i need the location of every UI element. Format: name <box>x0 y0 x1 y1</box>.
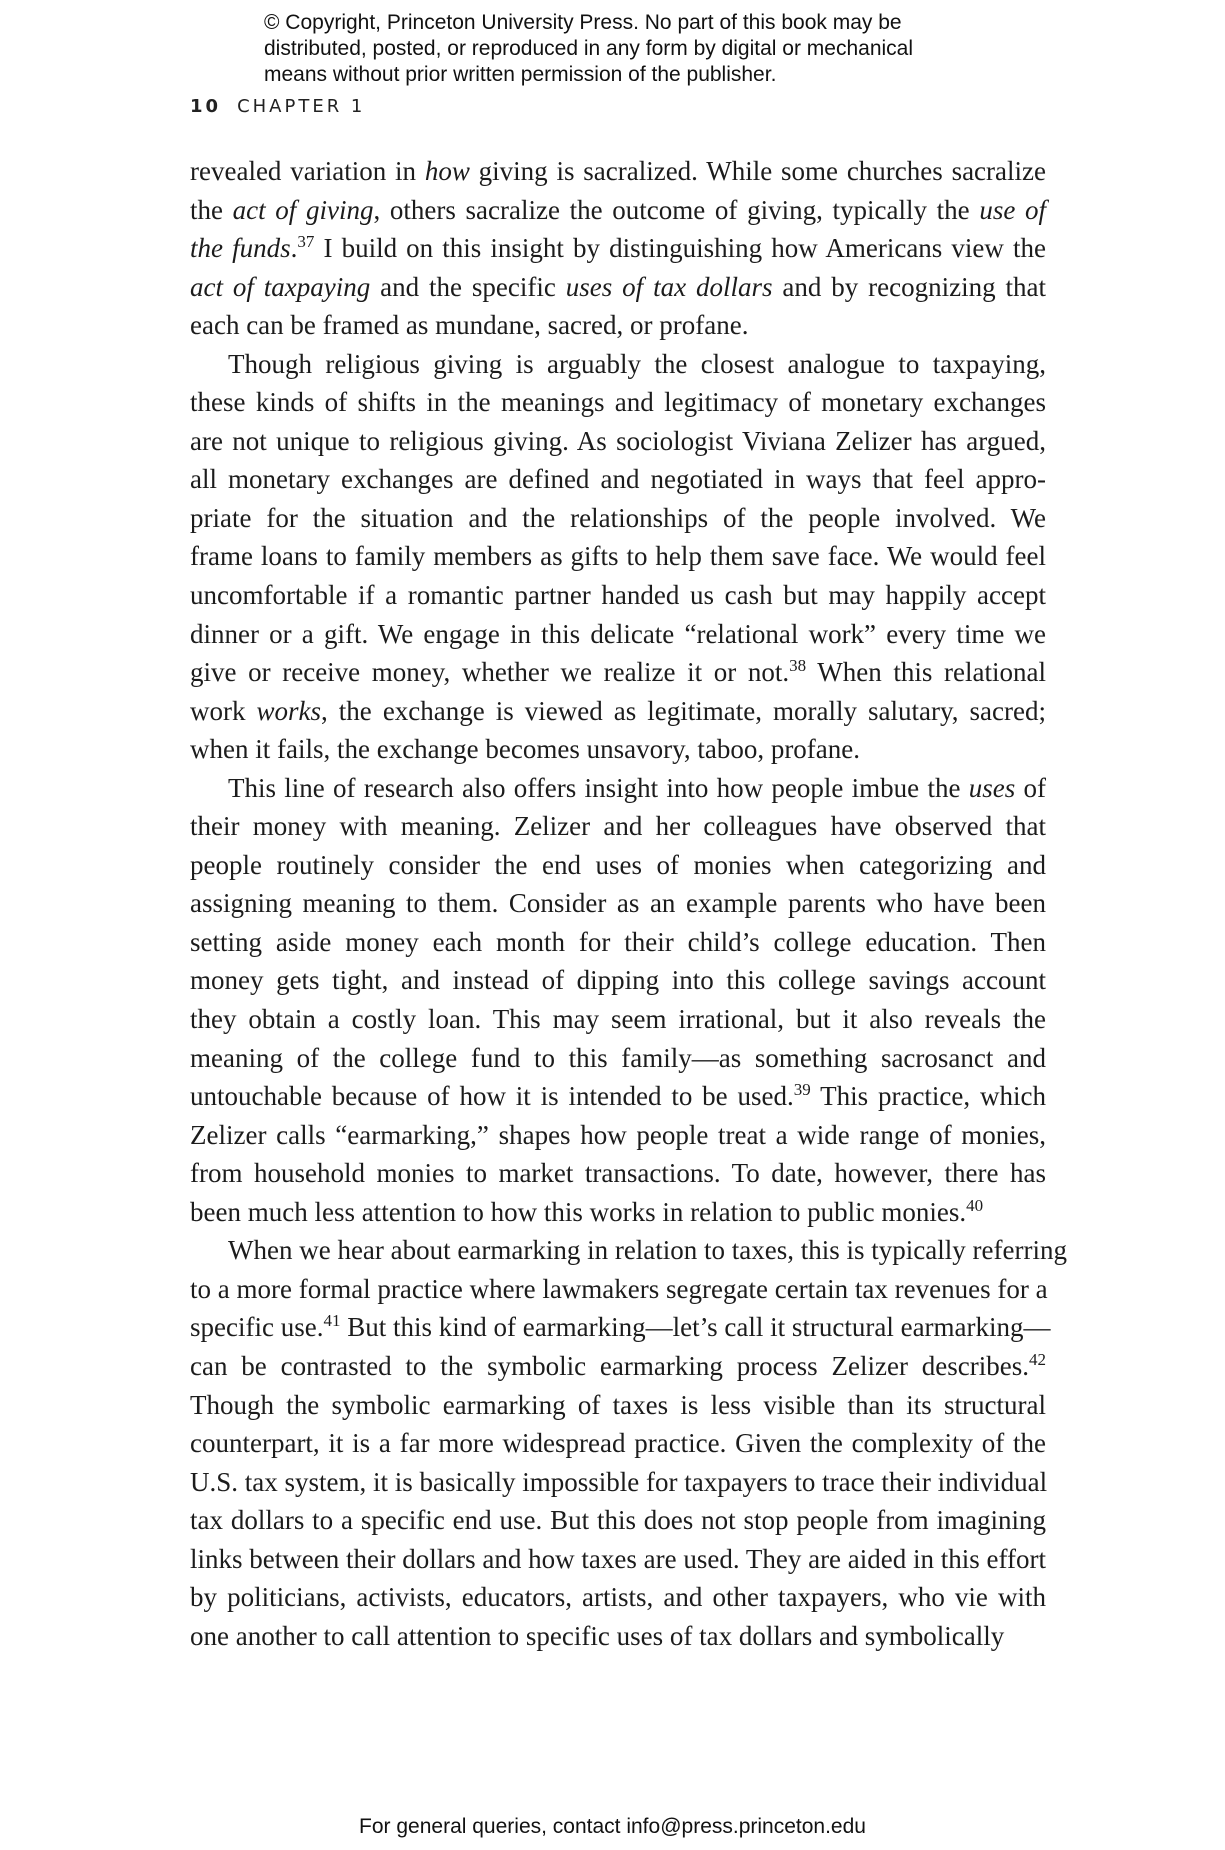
footnote-ref: 41 <box>323 1311 341 1331</box>
text-line <box>190 884 1046 923</box>
running-head <box>190 96 365 117</box>
text-run: I build on this insight by distinguishing how Americans view the <box>314 233 1047 264</box>
text-line <box>190 846 1046 885</box>
text-line <box>190 1347 1046 1386</box>
text-run: priate for the situation and the relationships of the people involved. We <box>190 502 1046 533</box>
text-line <box>190 191 1046 230</box>
text-line <box>190 306 1046 345</box>
text-line <box>190 229 1046 268</box>
copyright-line: © Copyright, Princeton University Press. No part of this book may be <box>264 11 902 34</box>
text-line <box>190 1154 1046 1193</box>
text-line <box>190 1193 1046 1232</box>
italic-run: works <box>256 695 322 726</box>
text-line <box>190 345 1046 384</box>
text-run: these kinds of shifts in the meanings and legitimacy of monetary exchanges <box>190 387 1046 418</box>
footnote-ref: 42 <box>1029 1349 1046 1369</box>
text-line <box>190 1270 1046 1309</box>
copyright-line: distributed, posted, or reproduced in any form by digital or mechanical <box>264 37 914 60</box>
text-run: , others sacralize the outcome of giving, typically the <box>373 194 980 225</box>
text-line <box>190 1231 1067 1270</box>
text-line <box>190 268 1046 307</box>
text-run: This line of research also offers insight into how people imbue the <box>228 772 969 803</box>
italic-run: how <box>424 156 470 186</box>
footnote-ref: 37 <box>297 232 315 252</box>
footnote-ref: 39 <box>793 1080 811 1100</box>
text-line <box>190 1308 1051 1347</box>
text-run: untouchable because of how it is intended to be used. <box>190 1081 794 1112</box>
text-run: This practice, which <box>810 1081 1046 1112</box>
italic-run: act of taxpaying <box>190 271 371 302</box>
text-line <box>190 1386 1046 1425</box>
text-line <box>190 730 1046 769</box>
text-run: from household monies to market transactions. To date, however, there has <box>190 1158 1046 1189</box>
text-line <box>190 1540 1046 1579</box>
footnote-ref: 38 <box>789 656 807 676</box>
text-run: But this kind of earmarking—let’s call it structural earmarking— <box>340 1312 1051 1343</box>
text-line <box>190 692 1046 731</box>
text-run: when it fails, the exchange becomes unsavory, taboo, profane. <box>190 734 861 765</box>
text-run: setting aside money each month for their child’s college education. Then <box>190 926 1046 957</box>
text-line <box>190 1617 1046 1656</box>
copyright-notice <box>264 10 1024 88</box>
text-run: frame loans to family members as gifts to help them save face. We would feel <box>190 541 1046 572</box>
text-run: the <box>190 194 233 225</box>
text-run: to a more formal practice where lawmakers segregate certain tax revenues for a <box>190 1273 1048 1304</box>
text-line <box>190 499 1046 538</box>
italic-run: uses of tax dollars <box>565 271 773 302</box>
footer-contact: For general queries, contact info@press.princeton.edu <box>359 1815 866 1838</box>
text-run: work <box>190 695 257 726</box>
text-run: all monetary exchanges are defined and negotiated in ways that feel appro- <box>190 464 1046 495</box>
text-line <box>190 1039 1046 1078</box>
text-run: revealed variation in <box>190 156 425 186</box>
chapter-label: CHAPTER 1 <box>237 96 366 117</box>
text-run: dinner or a gift. We engage in this delicate “relational work” every time we <box>190 618 1046 649</box>
text-line <box>190 1000 1046 1039</box>
text-run: giving is sacralized. While some churches sacralize <box>469 156 1046 186</box>
text-run: and by recognizing that <box>772 271 1046 302</box>
text-line <box>190 1077 1046 1116</box>
text-run: money gets tight, and instead of dipping into this college savings account <box>190 965 1046 996</box>
text-line <box>190 537 1046 576</box>
text-run: are not unique to religious giving. As sociologist Viviana Zelizer has argued, <box>190 425 1046 456</box>
text-line <box>190 961 1046 1000</box>
text-line <box>190 460 1046 499</box>
footnote-ref: 40 <box>966 1195 984 1215</box>
text-run: Zelizer calls “earmarking,” shapes how people treat a wide range of monies, <box>190 1119 1046 1150</box>
text-run: their money with meaning. Zelizer and her colleagues have observed that <box>190 811 1046 842</box>
text-line <box>190 653 1046 692</box>
text-run: counterpart, it is a far more widespread practice. Given the complexity of the <box>190 1428 1046 1459</box>
text-line <box>190 1424 1046 1463</box>
text-run: they obtain a costly loan. This may seem irrational, but it also reveals the <box>190 1004 1046 1035</box>
body-text <box>190 152 1067 1655</box>
text-line <box>190 1116 1046 1155</box>
text-line <box>190 576 1046 615</box>
text-run: of <box>1015 772 1046 803</box>
text-run: assigning meaning to them. Consider as an example parents who have been <box>190 888 1046 919</box>
text-run: can be contrasted to the symbolic earmarking process Zelizer describes. <box>190 1350 1029 1381</box>
text-line <box>190 769 1046 808</box>
italic-run: the funds <box>190 233 291 264</box>
text-run: specific use. <box>190 1312 324 1343</box>
copyright-line: means without prior written permission of the publisher. <box>264 63 777 86</box>
text-line <box>190 422 1046 461</box>
text-run: people routinely consider the end uses of monies when categorizing and <box>190 849 1046 880</box>
text-line <box>190 1578 1046 1617</box>
text-run: one another to call attention to specific uses of tax dollars and symbolically <box>190 1620 1005 1651</box>
text-run: uncomfortable if a romantic partner handed us cash but may happily accept <box>190 580 1046 611</box>
italic-run: uses <box>968 772 1016 803</box>
text-run: U.S. tax system, it is basically impossible for taxpayers to trace their individual <box>190 1466 1048 1497</box>
italic-run: act of giving <box>232 194 374 225</box>
text-run: links between their dollars and how taxes are used. They are aided in this effort <box>190 1543 1046 1574</box>
italic-run: use of <box>979 194 1046 225</box>
text-line <box>190 1501 1046 1540</box>
text-run: meaning of the college fund to this family—as something sacrosanct and <box>190 1042 1046 1073</box>
text-run: been much less attention to how this works in relation to public monies. <box>190 1196 967 1227</box>
text-line <box>190 807 1046 846</box>
text-line <box>190 1463 1046 1502</box>
text-line <box>190 923 1046 962</box>
text-line <box>190 383 1046 422</box>
text-run: each can be framed as mundane, sacred, or profane. <box>190 310 749 341</box>
text-line <box>190 152 1046 191</box>
text-run: When we hear about earmarking in relation to taxes, this is typically referring <box>228 1235 1067 1266</box>
text-run: tax dollars to a specific end use. But this does not stop people from imagining <box>190 1505 1046 1536</box>
text-run: Though the symbolic earmarking of taxes is less visible than its structural <box>190 1389 1046 1420</box>
text-line <box>190 615 1046 654</box>
text-run: When this relational <box>806 657 1046 688</box>
page-number: 10 <box>190 96 222 117</box>
text-run: give or receive money, whether we realize it or not. <box>190 657 790 688</box>
text-run: , the exchange is viewed as legitimate, morally salutary, sacred; <box>321 695 1046 726</box>
text-run: by politicians, activists, educators, artists, and other taxpayers, who vie with <box>190 1582 1046 1613</box>
text-run: . <box>290 233 298 264</box>
text-run: Though religious giving is arguably the closest analogue to taxpaying, <box>228 348 1046 379</box>
text-run: and the specific <box>370 271 566 302</box>
